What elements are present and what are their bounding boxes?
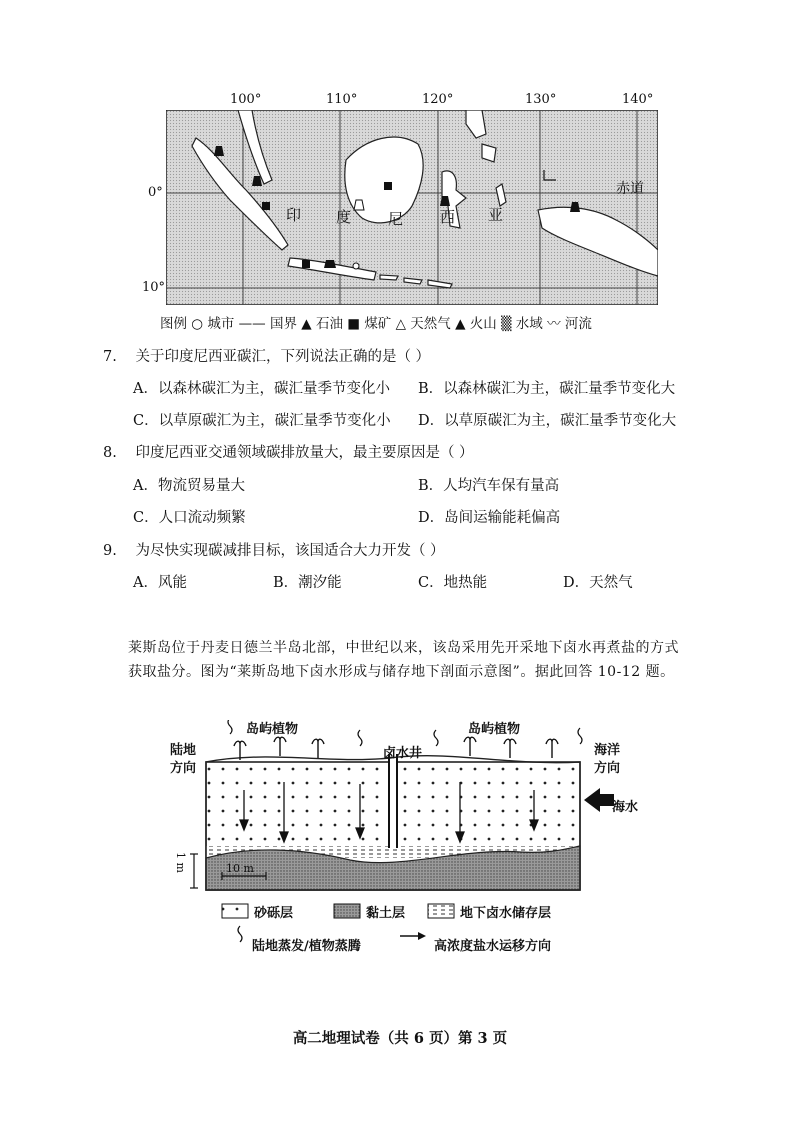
- option-7a[interactable]: A．以森林碳汇为主，碳汇量季节变化小: [133, 381, 390, 397]
- option-8c[interactable]: C．人口流动频繁: [133, 510, 246, 526]
- brine-swatch: [428, 904, 454, 918]
- question-stem: 为尽快实现碳减排目标，该国适合大力开发（ ）: [135, 543, 445, 559]
- plant-icon: [546, 739, 558, 758]
- legend-gravel: 砂砾层: [254, 906, 294, 921]
- option-8d[interactable]: D．岛间运输能耗偏高: [418, 510, 561, 526]
- volcano-icon: [324, 260, 336, 268]
- ocean-direction: [594, 742, 620, 778]
- option-8b[interactable]: B．人均汽车保有量高: [418, 478, 560, 494]
- question-stem: 关于印度尼西亚碳汇，下列说法正确的是（ ）: [135, 349, 431, 365]
- page-footer: 高二地理试卷（共 6 页）第 3 页: [292, 1030, 508, 1047]
- lat-label-10: 10°: [142, 280, 166, 295]
- border-icon: ——: [238, 316, 266, 332]
- lon-label-140: 140°: [622, 92, 654, 107]
- legend-clay: 黏土层: [366, 906, 406, 921]
- legend-water: 水域: [515, 316, 543, 332]
- country-char-5: 亚: [488, 206, 504, 224]
- legend-city: 城市: [207, 316, 235, 332]
- coal-legend-icon: ■: [347, 316, 361, 332]
- lat-label-0: 0°: [148, 185, 163, 200]
- option-7b[interactable]: B．以森林碳汇为主，碳汇量季节变化大: [418, 381, 676, 397]
- water-legend-icon: ▒: [501, 316, 512, 332]
- volcano-legend-icon: ▲: [455, 316, 466, 332]
- legend-oil: 石油: [315, 316, 343, 332]
- coal-icon: [302, 260, 310, 268]
- plant-icon: [312, 739, 324, 758]
- land-direction-line1: 陆地: [170, 743, 197, 758]
- plant-icon: [464, 737, 476, 756]
- plant-icon: [504, 739, 516, 758]
- gravel-swatch: [222, 904, 248, 918]
- seawater-label: 海水: [612, 800, 639, 815]
- option-9c[interactable]: C．地热能: [418, 575, 488, 591]
- plant-icon: [274, 737, 286, 756]
- map-legend: [160, 312, 592, 332]
- river-legend-icon: 〰: [547, 316, 561, 332]
- gas-icon: [354, 200, 364, 210]
- coal-icon: [262, 202, 270, 210]
- lon-label-120: 120°: [422, 92, 454, 107]
- country-char-1: 印: [286, 206, 302, 224]
- legend-volcano: 火山: [469, 316, 497, 332]
- land-direction: [170, 742, 196, 778]
- legend-gas: 天然气: [410, 316, 451, 332]
- clay-swatch: [334, 904, 360, 918]
- coal-icon: [384, 182, 392, 190]
- question-7: [103, 347, 430, 367]
- well-label: 卤水井: [383, 746, 423, 761]
- question-stem: 印度尼西亚交通领域碳排放量大，最主要原因是（ ）: [135, 445, 474, 461]
- city-marker: [353, 263, 359, 269]
- legend-border: 国界: [269, 316, 297, 332]
- seawater-arrow-icon: [584, 788, 614, 812]
- question-number: 9.: [103, 543, 117, 559]
- legend-brine-flow: 高浓度盐水运移方向: [434, 939, 552, 954]
- question-8: [103, 443, 474, 463]
- lon-label-100: 100°: [230, 92, 262, 107]
- legend-river: 河流: [564, 316, 592, 332]
- ocean-direction-line1: 海洋: [594, 743, 621, 758]
- question-number: 7.: [103, 349, 117, 365]
- legend-evaporation: 陆地蒸发/植物蒸腾: [252, 939, 361, 954]
- gas-legend-icon: △: [395, 316, 406, 332]
- indonesia-map: [142, 92, 670, 332]
- option-9d[interactable]: D．天然气: [563, 575, 633, 591]
- map-frame: [166, 110, 658, 305]
- ocean-direction-line2: 方向: [594, 761, 621, 776]
- oil-legend-icon: ▲: [301, 316, 312, 332]
- option-9a[interactable]: A．风能: [133, 575, 187, 591]
- legend-coal: 煤矿: [364, 316, 392, 332]
- question-number: 8.: [103, 445, 117, 461]
- passage: 莱斯岛位于丹麦日德兰半岛北部，中世纪以来，该岛采用先开采地下卤水再煮盐的方式获取盐分。图为“莱斯岛地下卤水形成与储存地下剖面示意图”。据此回答 10-12 题。: [128, 640, 679, 680]
- plant-label-left: 岛屿植物: [246, 722, 299, 737]
- question-9: [103, 541, 445, 561]
- option-7d[interactable]: D．以草原碳汇为主，碳汇量季节变化大: [418, 413, 677, 429]
- option-8a[interactable]: A．物流贸易量大: [133, 478, 245, 494]
- land-direction-line2: 方向: [170, 761, 197, 776]
- option-7c[interactable]: C．以草原碳汇为主，碳汇量季节变化小: [133, 413, 391, 429]
- legend-title: 图例: [160, 316, 187, 332]
- option-9b[interactable]: B．潮汐能: [273, 575, 342, 591]
- vertical-scale-label: 1 m: [174, 852, 187, 873]
- legend-brine: 地下卤水储存层: [460, 906, 552, 921]
- country-char-3: 尼: [388, 210, 404, 228]
- scale-label: 10 m: [226, 862, 254, 875]
- evaporation-legend-icon: [238, 926, 242, 942]
- brine-well: [389, 754, 397, 848]
- lon-label-130: 130°: [525, 92, 557, 107]
- lon-label-110: 110°: [326, 92, 358, 107]
- country-char-4: 西: [440, 208, 456, 226]
- plant-label-right: 岛屿植物: [468, 722, 521, 737]
- city-icon: ○: [191, 316, 204, 332]
- country-char-2: 度: [336, 208, 352, 226]
- equator-label: 赤道: [616, 181, 644, 197]
- brine-flow-legend-icon: [400, 932, 426, 940]
